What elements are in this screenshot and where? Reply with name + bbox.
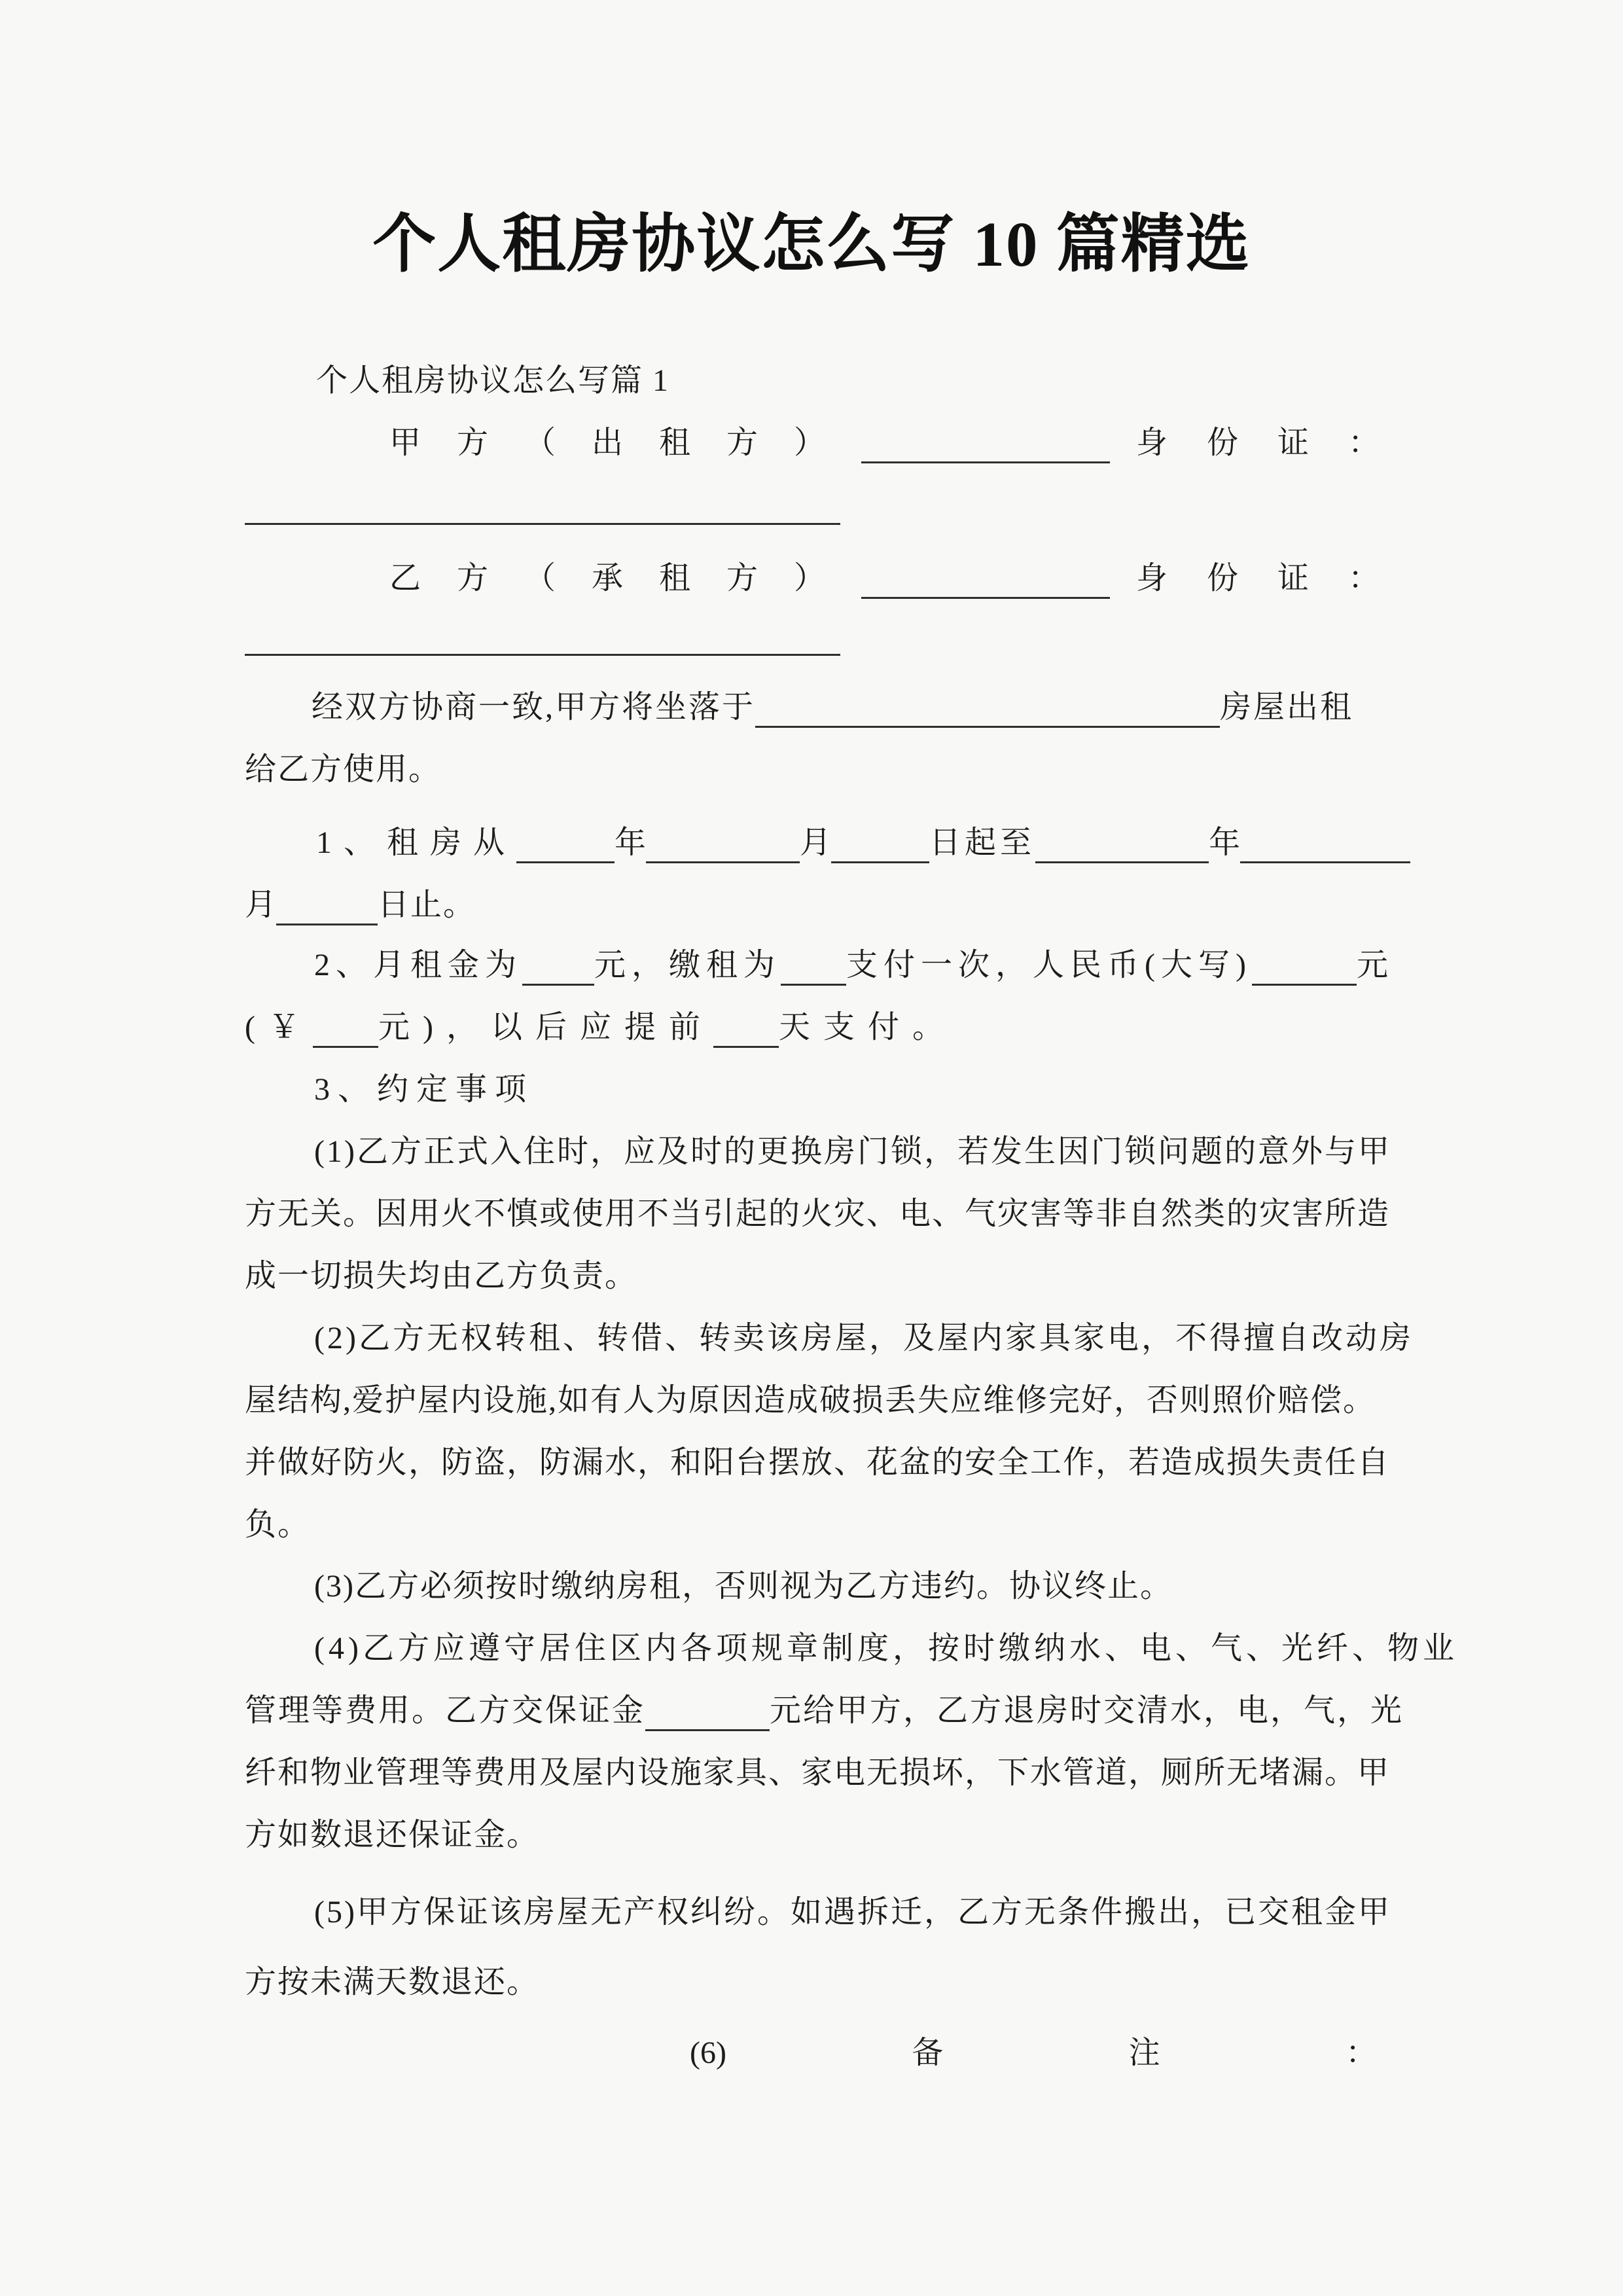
doc-line xyxy=(245,484,840,528)
text-run: 给乙方使用。 xyxy=(245,752,442,787)
doc-line xyxy=(245,1007,957,1050)
text-run: 房屋出租 xyxy=(1220,690,1354,725)
text-run: (4)乙方应遵守居住区内各项规章制度，按时缴纳水、电、气、光纤、物业 xyxy=(314,1631,1458,1666)
blank-underline xyxy=(313,1007,378,1048)
blank-underline xyxy=(1252,945,1357,986)
doc-line xyxy=(314,1628,1458,1672)
text-run: 并做好防火，防盗，防漏水，和阳台摆放、花盆的安全工作，若造成损失责任自 xyxy=(245,1445,1391,1480)
doc-line xyxy=(314,1069,534,1113)
text-run: 身份证： xyxy=(1136,425,1419,460)
doc-line xyxy=(314,1566,1173,1609)
text-run: 方无关。因用火不慎或使用不当引起的火灾、电、气灾害等非自然类的灾害所造 xyxy=(245,1196,1391,1231)
doc-line xyxy=(245,1194,1390,1237)
doc-line xyxy=(245,749,441,793)
text-run: 个人租房协议怎么写篇 1 xyxy=(316,363,670,398)
doc-line xyxy=(245,1815,539,1858)
text-run: ： xyxy=(1345,2036,1377,2070)
text-run: 纤和物业管理等费用及屋内设施家具、家电无损坏，下水管道，厕所无堵漏。甲 xyxy=(245,1755,1391,1790)
blank-underline xyxy=(781,945,846,986)
blank-underline xyxy=(522,945,594,986)
text-run: (￥ xyxy=(245,1010,313,1045)
blank-underline xyxy=(1035,823,1209,863)
text-run: 支付一次，人民币(大写) xyxy=(846,948,1253,982)
doc-line xyxy=(316,823,1410,866)
doc-line xyxy=(314,945,1394,988)
text-run: (5)甲方保证该房屋无产权纠纷。如遇拆迁，乙方无条件搬出，已交租金甲 xyxy=(314,1895,1391,1929)
text-run: 乙方（承租方） xyxy=(389,561,862,596)
text-run: 月 xyxy=(800,825,832,860)
doc-line xyxy=(314,1892,1391,1935)
blank-underline xyxy=(713,1007,779,1048)
text-run: 天支付。 xyxy=(779,1010,957,1045)
doc-line xyxy=(245,1256,637,1299)
blank-underline xyxy=(245,484,840,525)
blank-underline xyxy=(1240,823,1410,863)
text-run: 屋结构,爱护屋内设施,如有人为原因造成破损丢失应维修完好，否则照价赔偿。 xyxy=(245,1383,1376,1418)
text-run: 年 xyxy=(615,825,647,860)
doc-line xyxy=(314,1318,1414,1361)
text-run: (2)乙方无权转租、转借、转卖该房屋，及屋内家具家电，不得擅自改动房 xyxy=(314,1321,1414,1355)
blank-underline xyxy=(645,1691,770,1731)
doc-line xyxy=(690,2033,1377,2076)
text-run: 成一切损失均由乙方负责。 xyxy=(245,1259,638,1293)
text-run: 元 xyxy=(1357,948,1395,982)
doc-line xyxy=(314,1132,1391,1175)
text-run: 方按未满天数退还。 xyxy=(245,1965,540,2000)
text-run: 年 xyxy=(1209,825,1241,860)
text-run: 元)，以后应提前 xyxy=(378,1010,713,1045)
doc-line xyxy=(245,615,840,658)
text-run: 经双方协商一致,甲方将坐落于 xyxy=(312,690,756,725)
text-run: 负。 xyxy=(245,1507,311,1542)
doc-line xyxy=(245,1753,1390,1796)
text-run: 甲方（出租方） xyxy=(389,425,862,460)
text-run: 日止。 xyxy=(378,888,476,922)
text-run: (6) xyxy=(690,2036,726,2070)
doc-line xyxy=(389,423,1419,466)
blank-underline xyxy=(646,823,800,863)
doc-line xyxy=(245,1691,1404,1734)
text-run: 注 xyxy=(1128,2036,1160,2070)
text-run: 元给甲方，乙方退房时交清水，电，气，光 xyxy=(770,1693,1404,1728)
blank-underline xyxy=(516,823,615,863)
text-run: (1)乙方正式入住时，应及时的更换房门锁，若发生因门锁问题的意外与甲 xyxy=(314,1134,1391,1169)
doc-line xyxy=(245,885,476,928)
doc-line xyxy=(245,1443,1390,1486)
blank-underline xyxy=(831,823,929,863)
blank-underline xyxy=(861,558,1110,599)
doc-line xyxy=(245,1962,539,2005)
blank-underline xyxy=(245,615,840,656)
text-run: 管理等费用。乙方交保证金 xyxy=(245,1693,646,1728)
text-run: 备 xyxy=(912,2036,944,2070)
text-run: 1、租房从 xyxy=(316,825,517,860)
blank-underline xyxy=(755,687,1220,728)
doc-line xyxy=(312,687,1353,730)
text-run: 方如数退还保证金。 xyxy=(245,1818,540,1852)
doc-line xyxy=(245,1380,1376,1424)
text-run: 2、月租金为 xyxy=(314,948,523,982)
blank-underline xyxy=(276,885,378,925)
doc-line xyxy=(316,361,669,404)
text-run: 身份证： xyxy=(1136,561,1419,596)
text-run: 日起至 xyxy=(929,825,1036,860)
document-title: 个人租房协议怎么写 10 篇精选 xyxy=(372,209,1251,279)
doc-line xyxy=(389,558,1419,601)
text-run: (3)乙方必须按时缴纳房租，否则视为乙方违约。协议终止。 xyxy=(314,1569,1173,1604)
doc-line xyxy=(245,1505,310,1548)
text-run: 月 xyxy=(245,888,277,922)
blank-underline xyxy=(861,423,1110,463)
text-run: 3、约定事项 xyxy=(314,1072,535,1107)
text-run: 元，缴租为 xyxy=(594,948,781,982)
